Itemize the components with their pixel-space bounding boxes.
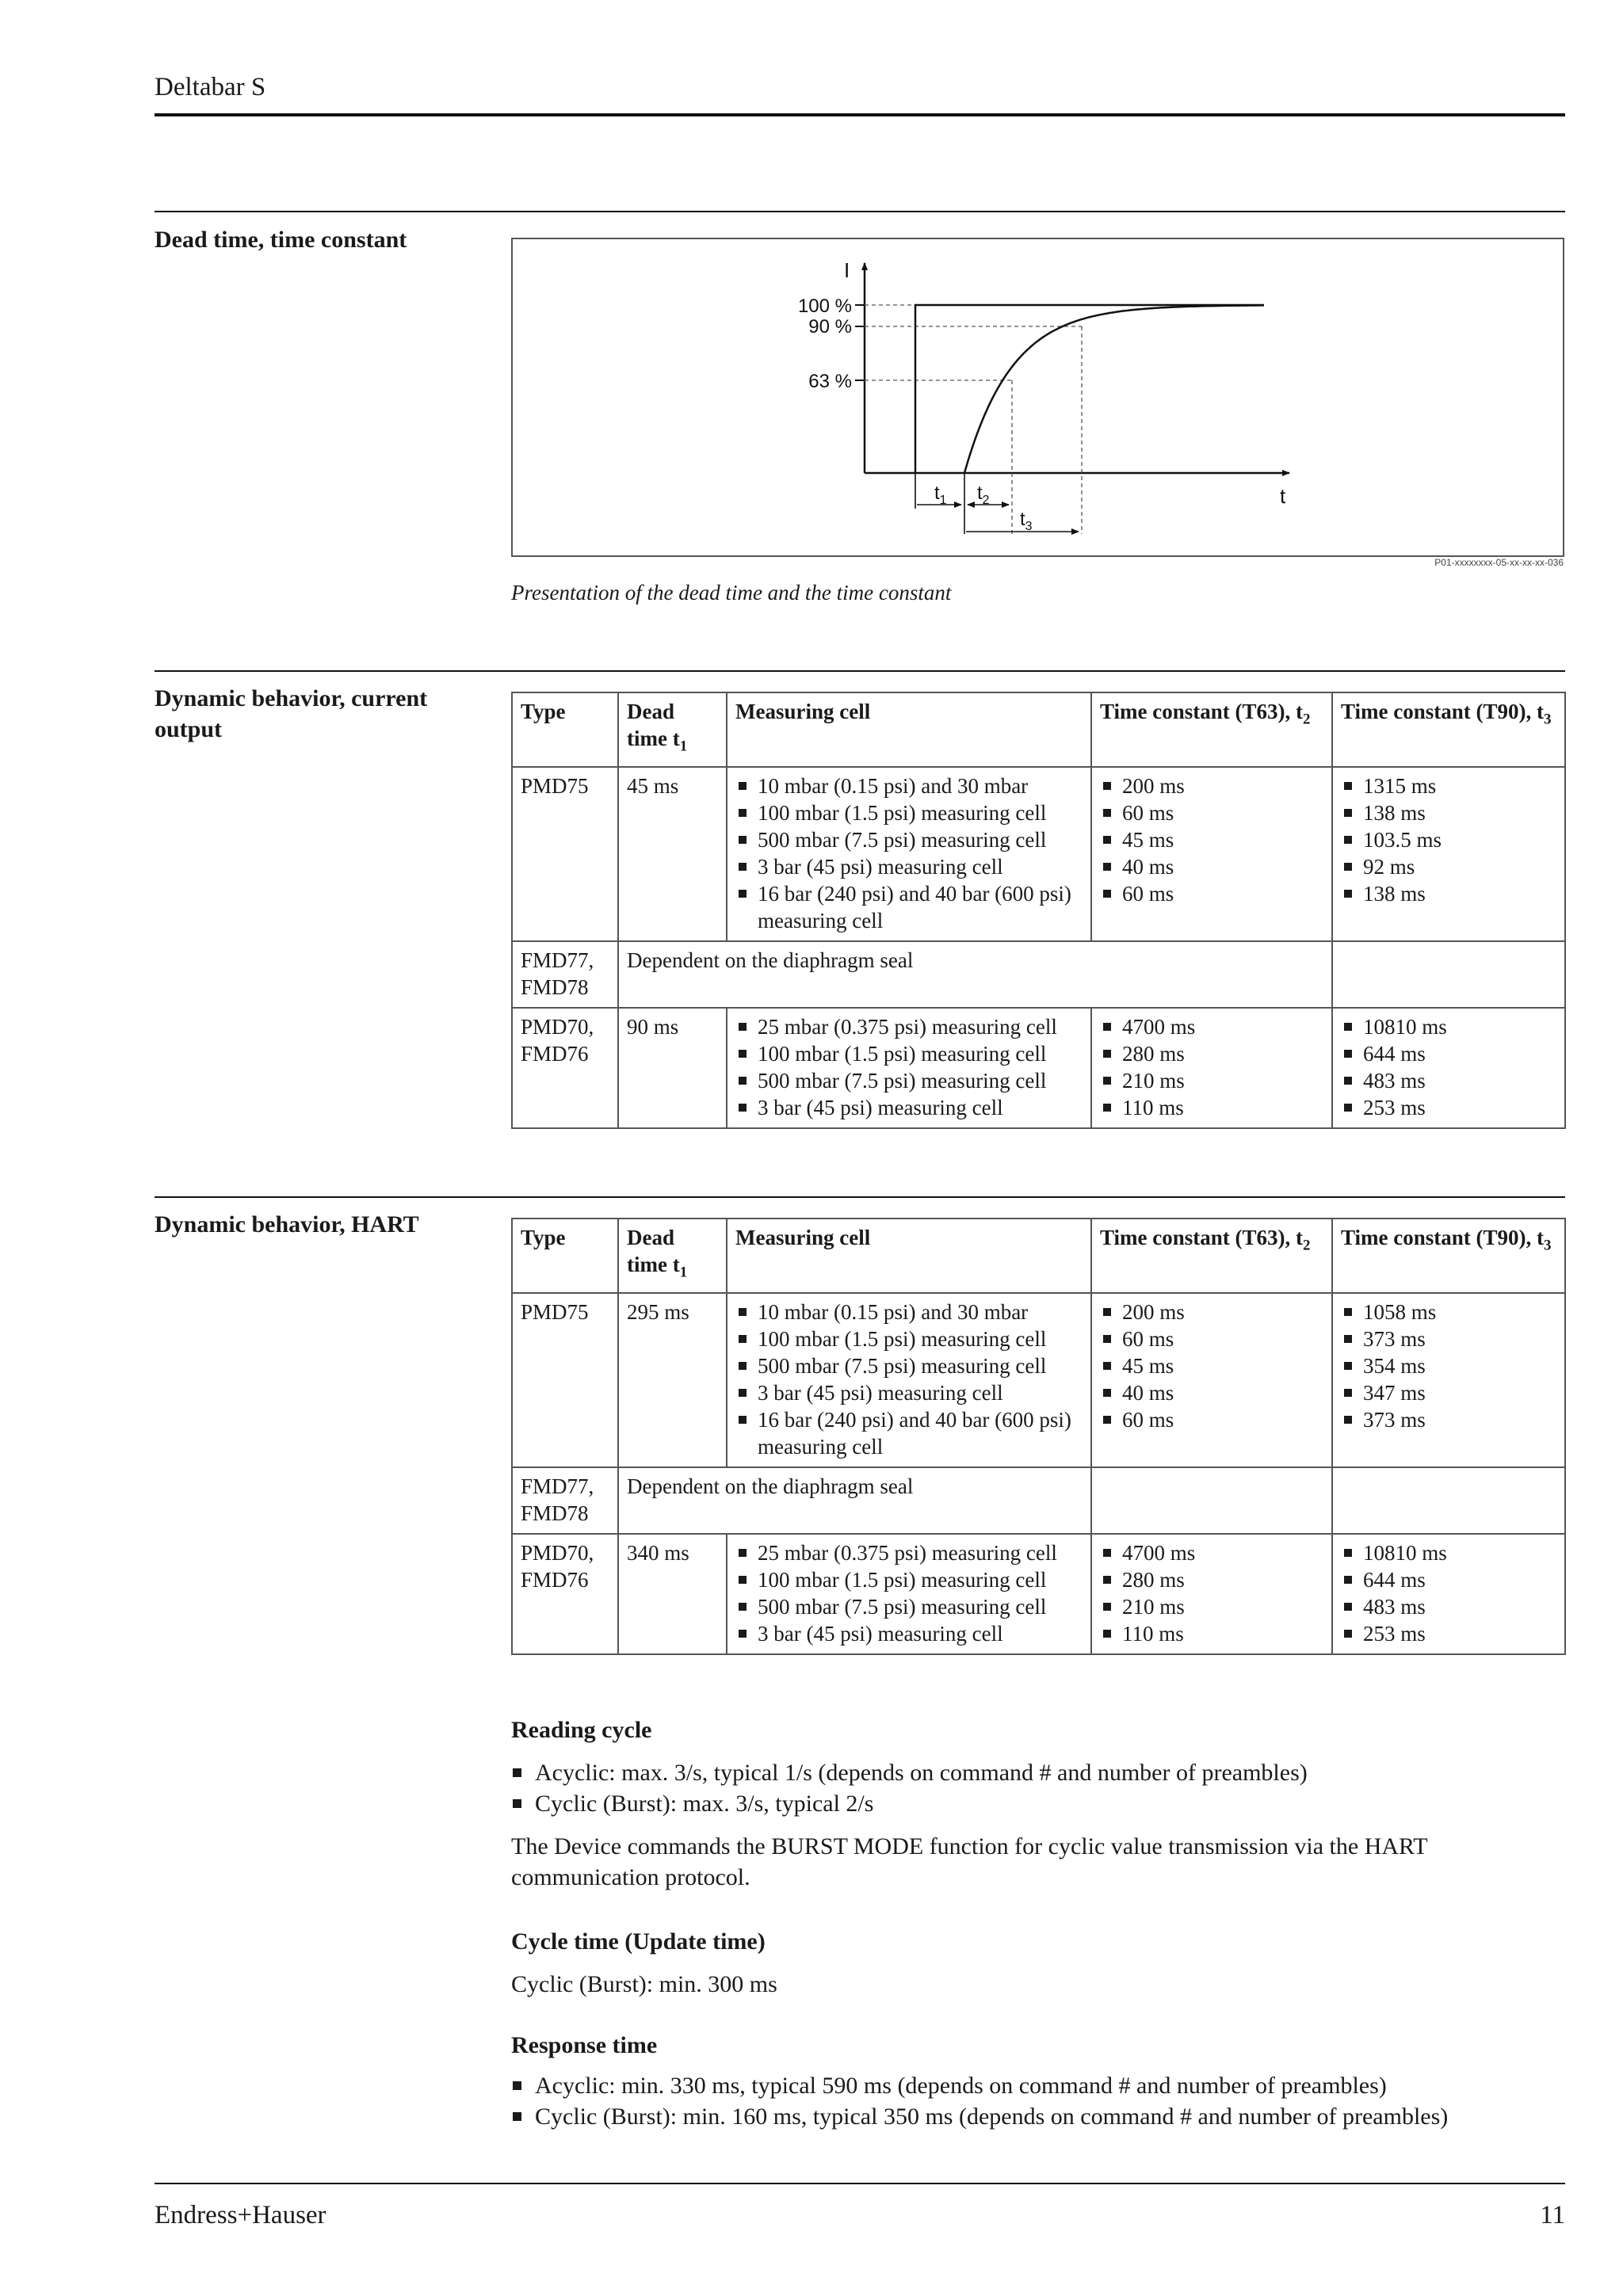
col-measuring-cell: Measuring cell [727, 1219, 1091, 1293]
list-item: 200 ms [1100, 772, 1323, 799]
list-item: 200 ms [1100, 1299, 1323, 1325]
list-item: 100 mbar (1.5 psi) measuring cell [735, 799, 1083, 826]
list-item: 138 ms [1341, 880, 1556, 907]
document-title: Deltabar S [155, 73, 266, 101]
cell-measuring-cells [727, 1008, 1091, 1128]
cell-dead-time: 45 ms [618, 767, 727, 941]
step-input-line [915, 305, 1264, 473]
reading-cycle-heading: Reading cycle [511, 1717, 652, 1743]
section-rule [155, 211, 1565, 212]
cell-t90 [1332, 1008, 1565, 1128]
step-response-figure [513, 239, 1563, 555]
dead-time-diagram [511, 238, 1564, 557]
list-item: 373 ms [1341, 1325, 1556, 1352]
list-item: 3 bar (45 psi) measuring cell [735, 853, 1083, 880]
cell-type: PMD70, FMD76 [512, 1534, 618, 1654]
list-item: Acyclic: max. 3/s, typical 1/s (depends on command # and number of preambles) [511, 1757, 1565, 1788]
cell-dead-time: 340 ms [618, 1534, 727, 1654]
list-item: 40 ms [1100, 853, 1323, 880]
list-item: 1058 ms [1341, 1299, 1556, 1325]
list-item: 100 mbar (1.5 psi) measuring cell [735, 1566, 1083, 1593]
cell-t90 [1332, 1293, 1565, 1467]
list-item: 40 ms [1100, 1379, 1323, 1406]
level-90: 90 % [808, 316, 852, 338]
list-item: 45 ms [1100, 1352, 1323, 1379]
list-item: 60 ms [1100, 880, 1323, 907]
list-item: 3 bar (45 psi) measuring cell [735, 1094, 1083, 1121]
reading-cycle-list [511, 1757, 1565, 1819]
section-rule [155, 1196, 1565, 1198]
list-item: 10810 ms [1341, 1013, 1556, 1040]
col-t90: Time constant (T90), $t_3$ [1332, 692, 1565, 767]
list-item: 138 ms [1341, 799, 1556, 826]
list-item: 210 ms [1100, 1067, 1323, 1094]
list-item: 500 mbar (7.5 psi) measuring cell [735, 1067, 1083, 1094]
list-item: 60 ms [1100, 1406, 1323, 1433]
list-item: 483 ms [1341, 1067, 1556, 1094]
cell-note: Dependent on the diaphragm seal [618, 1467, 1091, 1534]
list-item: Cyclic (Burst): min. 160 ms, typical 350 ms (depends on command # and number of preambles) [511, 2101, 1565, 2132]
table-row [512, 1008, 1565, 1128]
figure-caption: Presentation of the dead time and the time constant [511, 581, 952, 605]
list-item: 60 ms [1100, 1325, 1323, 1352]
cell-t63 [1091, 767, 1332, 941]
cell-type: PMD75 [512, 1293, 618, 1467]
col-dead-time: Dead time $t_1$ [618, 1219, 727, 1293]
reading-cycle-paragraph: The Device commands the BURST MODE function for cyclic value transmission via the HART communication protocol. [511, 1833, 1428, 1890]
section-label-current-output: Dynamic behavior, current output [155, 685, 428, 742]
label-t3: $t_3$ [1020, 509, 1033, 533]
col-type: Type [512, 1219, 618, 1293]
cell-note: Dependent on the diaphragm seal [618, 941, 1332, 1008]
level-100: 100 % [797, 296, 852, 317]
cell-measuring-cells [727, 1534, 1091, 1654]
list-item: 483 ms [1341, 1593, 1556, 1620]
list-item: 110 ms [1100, 1094, 1323, 1121]
list-item: 100 mbar (1.5 psi) measuring cell [735, 1325, 1083, 1352]
list-item: 10 mbar (0.15 psi) and 30 mbar [735, 772, 1083, 799]
col-measuring-cell: Measuring cell [727, 692, 1091, 767]
col-type: Type [512, 692, 618, 767]
cell-type: PMD70, FMD76 [512, 1008, 618, 1128]
list-item: 10 mbar (0.15 psi) and 30 mbar [735, 1299, 1083, 1325]
cell-empty [1091, 1467, 1332, 1534]
section-rule [155, 670, 1565, 672]
list-item: 100 mbar (1.5 psi) measuring cell [735, 1040, 1083, 1067]
list-item: 16 bar (240 psi) and 40 bar (600 psi) measuring cell [735, 880, 1083, 934]
list-item: 500 mbar (7.5 psi) measuring cell [735, 1352, 1083, 1379]
list-item: 210 ms [1100, 1593, 1323, 1620]
table-row [512, 1534, 1565, 1654]
list-item: 3 bar (45 psi) measuring cell [735, 1620, 1083, 1647]
table-header-row [512, 1219, 1565, 1293]
cell-t63 [1091, 1534, 1332, 1654]
table-row [512, 941, 1565, 1008]
list-item: 110 ms [1100, 1620, 1323, 1647]
cell-t90 [1332, 1534, 1565, 1654]
list-item: 280 ms [1100, 1566, 1323, 1593]
list-item: 3 bar (45 psi) measuring cell [735, 1379, 1083, 1406]
list-item: 1315 ms [1341, 772, 1556, 799]
figure-id: P01-xxxxxxxx-05-xx-xx-xx-036 [1434, 557, 1564, 568]
cell-dead-time: 90 ms [618, 1008, 727, 1128]
cell-type: PMD75 [512, 767, 618, 941]
cell-type: FMD77, FMD78 [512, 1467, 618, 1534]
cell-t63 [1091, 1008, 1332, 1128]
cell-empty [1332, 941, 1565, 1008]
list-item: 60 ms [1100, 799, 1323, 826]
list-item: 4700 ms [1100, 1013, 1323, 1040]
footer-company: Endress+Hauser [155, 2201, 327, 2229]
cycle-time-heading: Cycle time (Update time) [511, 1928, 766, 1955]
list-item: 253 ms [1341, 1620, 1556, 1647]
list-item: 25 mbar (0.375 psi) measuring cell [735, 1013, 1083, 1040]
list-item: 373 ms [1341, 1406, 1556, 1433]
list-item: 354 ms [1341, 1352, 1556, 1379]
section-label-dead-time: Dead time, time constant [155, 227, 407, 253]
response-curve [964, 305, 1264, 473]
response-time-heading: Response time [511, 2032, 658, 2058]
list-item: 280 ms [1100, 1040, 1323, 1067]
cell-measuring-cells [727, 767, 1091, 941]
header-rule [155, 113, 1565, 116]
level-63: 63 % [808, 371, 852, 392]
list-item: 92 ms [1341, 853, 1556, 880]
cell-measuring-cells [727, 1293, 1091, 1467]
list-item: 25 mbar (0.375 psi) measuring cell [735, 1539, 1083, 1566]
col-t63: Time constant (T63), $t_2$ [1091, 692, 1332, 767]
list-item: 45 ms [1100, 826, 1323, 853]
hart-table [511, 1218, 1566, 1655]
col-dead-time: Dead time $t_1$ [618, 692, 727, 767]
table-row [512, 767, 1565, 941]
cell-dead-time: 295 ms [618, 1293, 727, 1467]
col-t63: Time constant (T63), $t_2$ [1091, 1219, 1332, 1293]
list-item: 347 ms [1341, 1379, 1556, 1406]
cell-type: FMD77, FMD78 [512, 941, 618, 1008]
x-axis-label: t [1280, 484, 1286, 508]
cell-t90 [1332, 767, 1565, 941]
list-item: Cyclic (Burst): max. 3/s, typical 2/s [511, 1788, 1565, 1819]
list-item: 500 mbar (7.5 psi) measuring cell [735, 826, 1083, 853]
footer-rule [155, 2183, 1565, 2184]
list-item: 500 mbar (7.5 psi) measuring cell [735, 1593, 1083, 1620]
list-item: 16 bar (240 psi) and 40 bar (600 psi) measuring cell [735, 1406, 1083, 1460]
list-item: 253 ms [1341, 1094, 1556, 1121]
list-item: 644 ms [1341, 1040, 1556, 1067]
list-item: 10810 ms [1341, 1539, 1556, 1566]
col-t90: Time constant (T90), $t_3$ [1332, 1219, 1565, 1293]
label-t2: $t_2$ [977, 482, 990, 507]
table-row [512, 1467, 1565, 1534]
list-item: Acyclic: min. 330 ms, typical 590 ms (depends on command # and number of preambles) [511, 2070, 1565, 2101]
table-row [512, 1293, 1565, 1467]
section-label-hart: Dynamic behavior, HART [155, 1211, 419, 1238]
label-t1: $t_1$ [934, 482, 947, 507]
cell-t63 [1091, 1293, 1332, 1467]
list-item: 644 ms [1341, 1566, 1556, 1593]
page-number: 11 [1540, 2201, 1565, 2229]
cell-empty [1332, 1467, 1565, 1534]
list-item: 4700 ms [1100, 1539, 1323, 1566]
y-axis-label: I [844, 258, 850, 282]
current-output-table [511, 692, 1566, 1129]
table-header-row [512, 692, 1565, 767]
list-item: 103.5 ms [1341, 826, 1556, 853]
cycle-time-text: Cyclic (Burst): min. 300 ms [511, 1971, 777, 1997]
response-time-list [511, 2070, 1565, 2132]
